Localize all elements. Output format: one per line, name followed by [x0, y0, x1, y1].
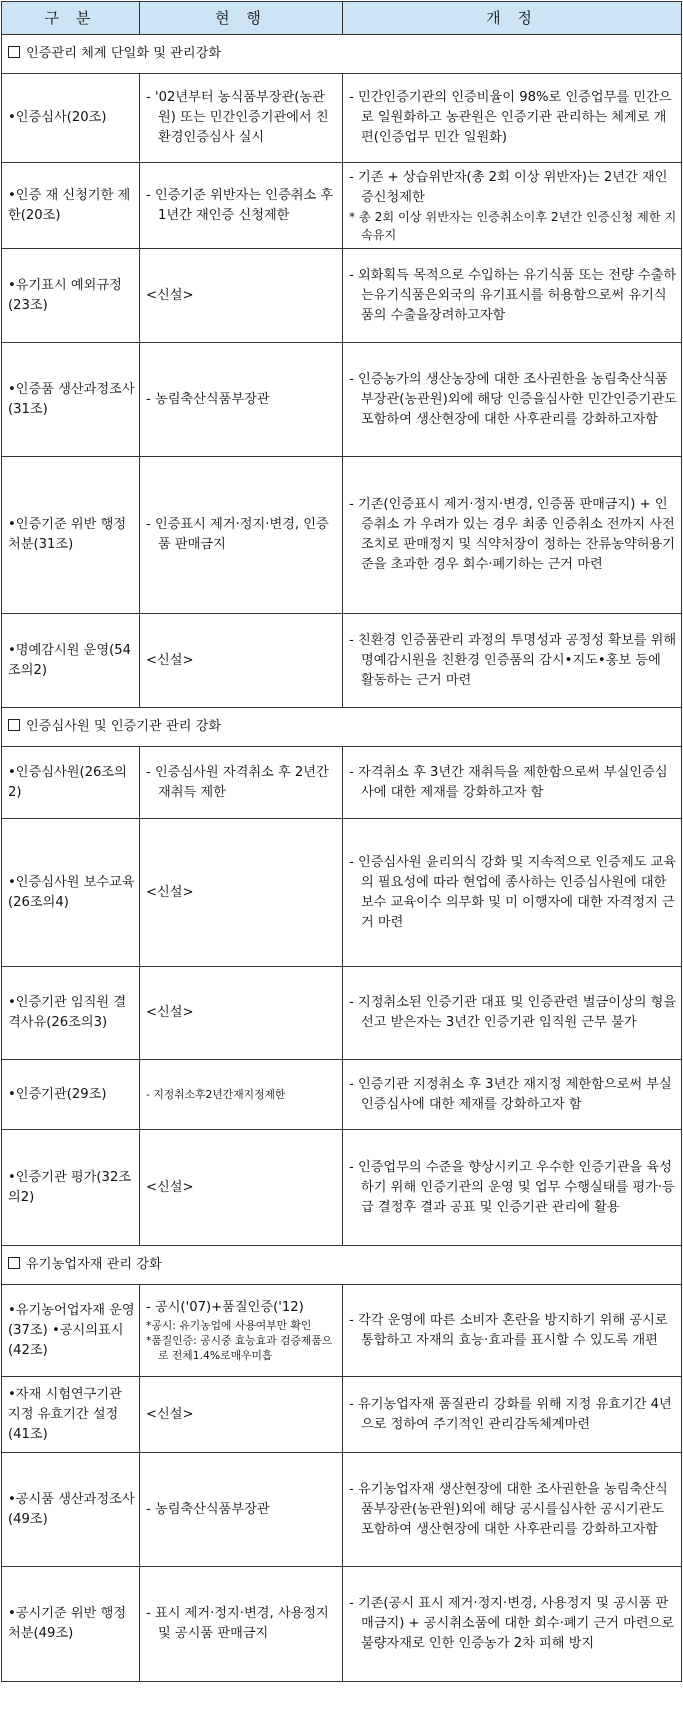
comparison-table: [1, 1, 682, 1682]
row-category: •인증기관 임직원 결격사유(26조의3): [2, 967, 140, 1060]
revision-text: - 외화획득 목적으로 수입하는 유기식품 또는 전량 수출하는유기식품은외국의 유기표시를 허용함으로써 유기식품의 수출을장려하고자함: [349, 267, 677, 323]
current-text: - '02년부터 농식품부장관(농관원) 또는 민간인증기관에서 친환경인증심사 실시: [146, 90, 329, 145]
section-title: 인증심사원 및 인증기관 관리 강화: [26, 719, 222, 734]
table-row: [2, 1377, 682, 1453]
row-category: •인증기관 평가(32조의2): [2, 1130, 140, 1246]
current-text: <신설>: [146, 652, 194, 668]
current-note: *품질인증: 공시중 효능효과 검증제품으로 전체1.4%로매우미흡: [146, 1334, 333, 1362]
table-row: [2, 343, 682, 457]
row-category: •인증심사(20조): [2, 74, 140, 163]
revision-text: - 자격취소 후 3년간 재취득을 제한함으로써 부실인증심사에 대한 제재를 강화하고자 함: [349, 764, 668, 800]
row-category: •유기표시 예외규정(23조): [2, 249, 140, 343]
row-category: •인증심사원(26조의2): [2, 747, 140, 819]
row-category: •유기농어업자재 운영 (37조) •공시의표시(42조): [2, 1285, 140, 1377]
revision-text: - 인증기관 지정취소 후 3년간 재지정 제한함으로써 부실인증심사에 대한 제재를 강화하고자 함: [349, 1076, 672, 1112]
table-row: [2, 1285, 682, 1377]
table-row: [2, 1130, 682, 1246]
current-text: - 공시('07)+품질인증('12): [146, 1300, 304, 1315]
row-category: •공시기준 위반 행정처분(49조): [2, 1567, 140, 1682]
section-row: [2, 708, 682, 747]
checkbox-square-icon: [8, 719, 20, 731]
header-current: 현 행: [140, 2, 343, 35]
current-text: <신설>: [146, 1406, 194, 1422]
revision-text: - 기존(공시 표시 제거·정지·변경, 사용정지 및 공시품 판매금지) + 공시취소품에 대한 회수·폐기 근거 마련으로 불량자재로 인한 인증농가 2차 피해 방지: [349, 1596, 675, 1651]
table-row: [2, 249, 682, 343]
current-text: - 표시 제거·정지·변경, 사용정지 및 공시품 판매금지: [146, 1606, 329, 1641]
header-category: 구 분: [2, 2, 140, 35]
checkbox-square-icon: [8, 46, 20, 58]
current-text: - 인증기준 위반자는 인증취소 후 1년간 재인증 신청제한: [146, 187, 334, 223]
section-title: 인증관리 체계 단일화 및 관리강화: [26, 46, 222, 61]
revision-text: - 인증심사원 윤리의식 강화 및 지속적으로 인증제도 교육의 필요성에 따라 현업에 종사하는 인증심사원에 대한 보수 교육이수 의무화 및 미 이행자에 대한 자격정지 근거 마련: [349, 854, 677, 930]
row-category: •인증 재 신청기한 제한(20조): [2, 163, 140, 249]
table-row: [2, 457, 682, 614]
table-row: [2, 163, 682, 249]
revision-note: * 총 2회 이상 위반자는 인증취소이후 2년간 인증신청 제한 지속유지: [349, 209, 677, 242]
current-text: <신설>: [146, 287, 194, 303]
revision-text: - 기존(인증표시 제거·정지·변경, 인증품 판매금지) + 인증취소 가 우려가 있는 경우 최종 인증취소 전까지 사전조치로 판매정지 및 식약처장이 정하는 잔류농약허용기준을 초과한 경우 회수·폐기하는 근거 마련: [349, 497, 675, 572]
table-row: [2, 1567, 682, 1682]
row-category: •공시품 생산과정조사(49조): [2, 1453, 140, 1567]
header-revision: 개 정: [343, 2, 682, 35]
table-row: [2, 747, 682, 819]
header-row: [2, 2, 682, 35]
current-note: *공시: 유기농업에 사용여부만 확인: [146, 1319, 312, 1332]
current-text: <신설>: [146, 1179, 194, 1195]
revision-text: - 유기농업자재 생산현장에 대한 조사권한을 농림축산식품부장관(농관원)외에 해당 공시를심사한 공시기관도 포함하여 생산현장에 대한 사후관리를 강화하고자함: [349, 1481, 668, 1537]
current-text: - 인증심사원 자격취소 후 2년간 재취득 제한: [146, 764, 329, 800]
revision-text: - 각각 운영에 따른 소비자 혼란을 방지하기 위해 공시로 통합하고 자재의 효능·효과를 표시할 수 있도록 개편: [349, 1312, 668, 1348]
section-title: 유기농업자재 관리 강화: [26, 1257, 162, 1272]
section-row: [2, 35, 682, 74]
row-category: •명예감시원 운영(54조의2): [2, 614, 140, 708]
table-row: [2, 1453, 682, 1567]
row-category: •인증품 생산과정조사(31조): [2, 343, 140, 457]
row-category: •인증기관(29조): [2, 1060, 140, 1130]
current-text: - 농림축산식품부장관: [146, 391, 270, 407]
revision-text: - 민간인증기관의 인증비율이 98%로 인증업무를 민간으로 일원화하고 농관원은 인증기관 관리하는 체계로 개편(인증업무 민간 일원화): [349, 90, 672, 145]
table-row: [2, 819, 682, 967]
current-text: <신설>: [146, 1005, 194, 1020]
revision-text: - 유기농업자재 품질관리 강화를 위해 지정 유효기간 4년으로 정하여 주기적인 관리감독체계마련: [349, 1396, 672, 1432]
current-text: - 농림축산식품부장관: [146, 1501, 270, 1517]
table-row: [2, 614, 682, 708]
table-row: [2, 74, 682, 163]
revision-text: - 지정취소된 인증기관 대표 및 인증관련 벌금이상의 형을 선고 받은자는 3년간 인증기관 임직원 근무 불가: [349, 995, 677, 1030]
row-category: •인증기준 위반 행정처분(31조): [2, 457, 140, 614]
revision-text: - 인증농가의 생산농장에 대한 조사권한을 농림축산식품부장관(농관원)외에 해당 인증을심사한 민간인증기관도 포함하여 생산현장에 대한 사후관리를 강화하고자함: [349, 371, 677, 427]
row-category: •인증심사원 보수교육(26조의4): [2, 819, 140, 967]
checkbox-square-icon: [8, 1257, 20, 1269]
revision-text: - 친환경 인증품관리 과정의 투명성과 공정성 확보를 위해 명예감시원을 친환경 인증품의 감시•지도•홍보 등에 활동하는 근거 마련: [349, 632, 677, 688]
revision-text: - 인증업무의 수준을 향상시키고 우수한 인증기관을 육성하기 위해 인증기관의 운영 및 업무 수행실태를 평가·등급 결정후 결과 공표 및 인증기관 관리에 활용: [349, 1159, 675, 1215]
current-text: - 인증표시 제거·정지·변경, 인증품 판매금지: [146, 517, 329, 552]
section-row: [2, 1246, 682, 1285]
table-row: [2, 1060, 682, 1130]
table-row: [2, 967, 682, 1060]
row-category: •자재 시험연구기관 지정 유효기간 설정(41조): [2, 1377, 140, 1453]
revision-text: - 기존 + 상습위반자(총 2회 이상 위반자)는 2년간 재인증신청제한: [349, 169, 668, 205]
current-text: <신설>: [146, 884, 194, 900]
current-text: - 지정취소후2년간재지정제한: [146, 1088, 286, 1101]
